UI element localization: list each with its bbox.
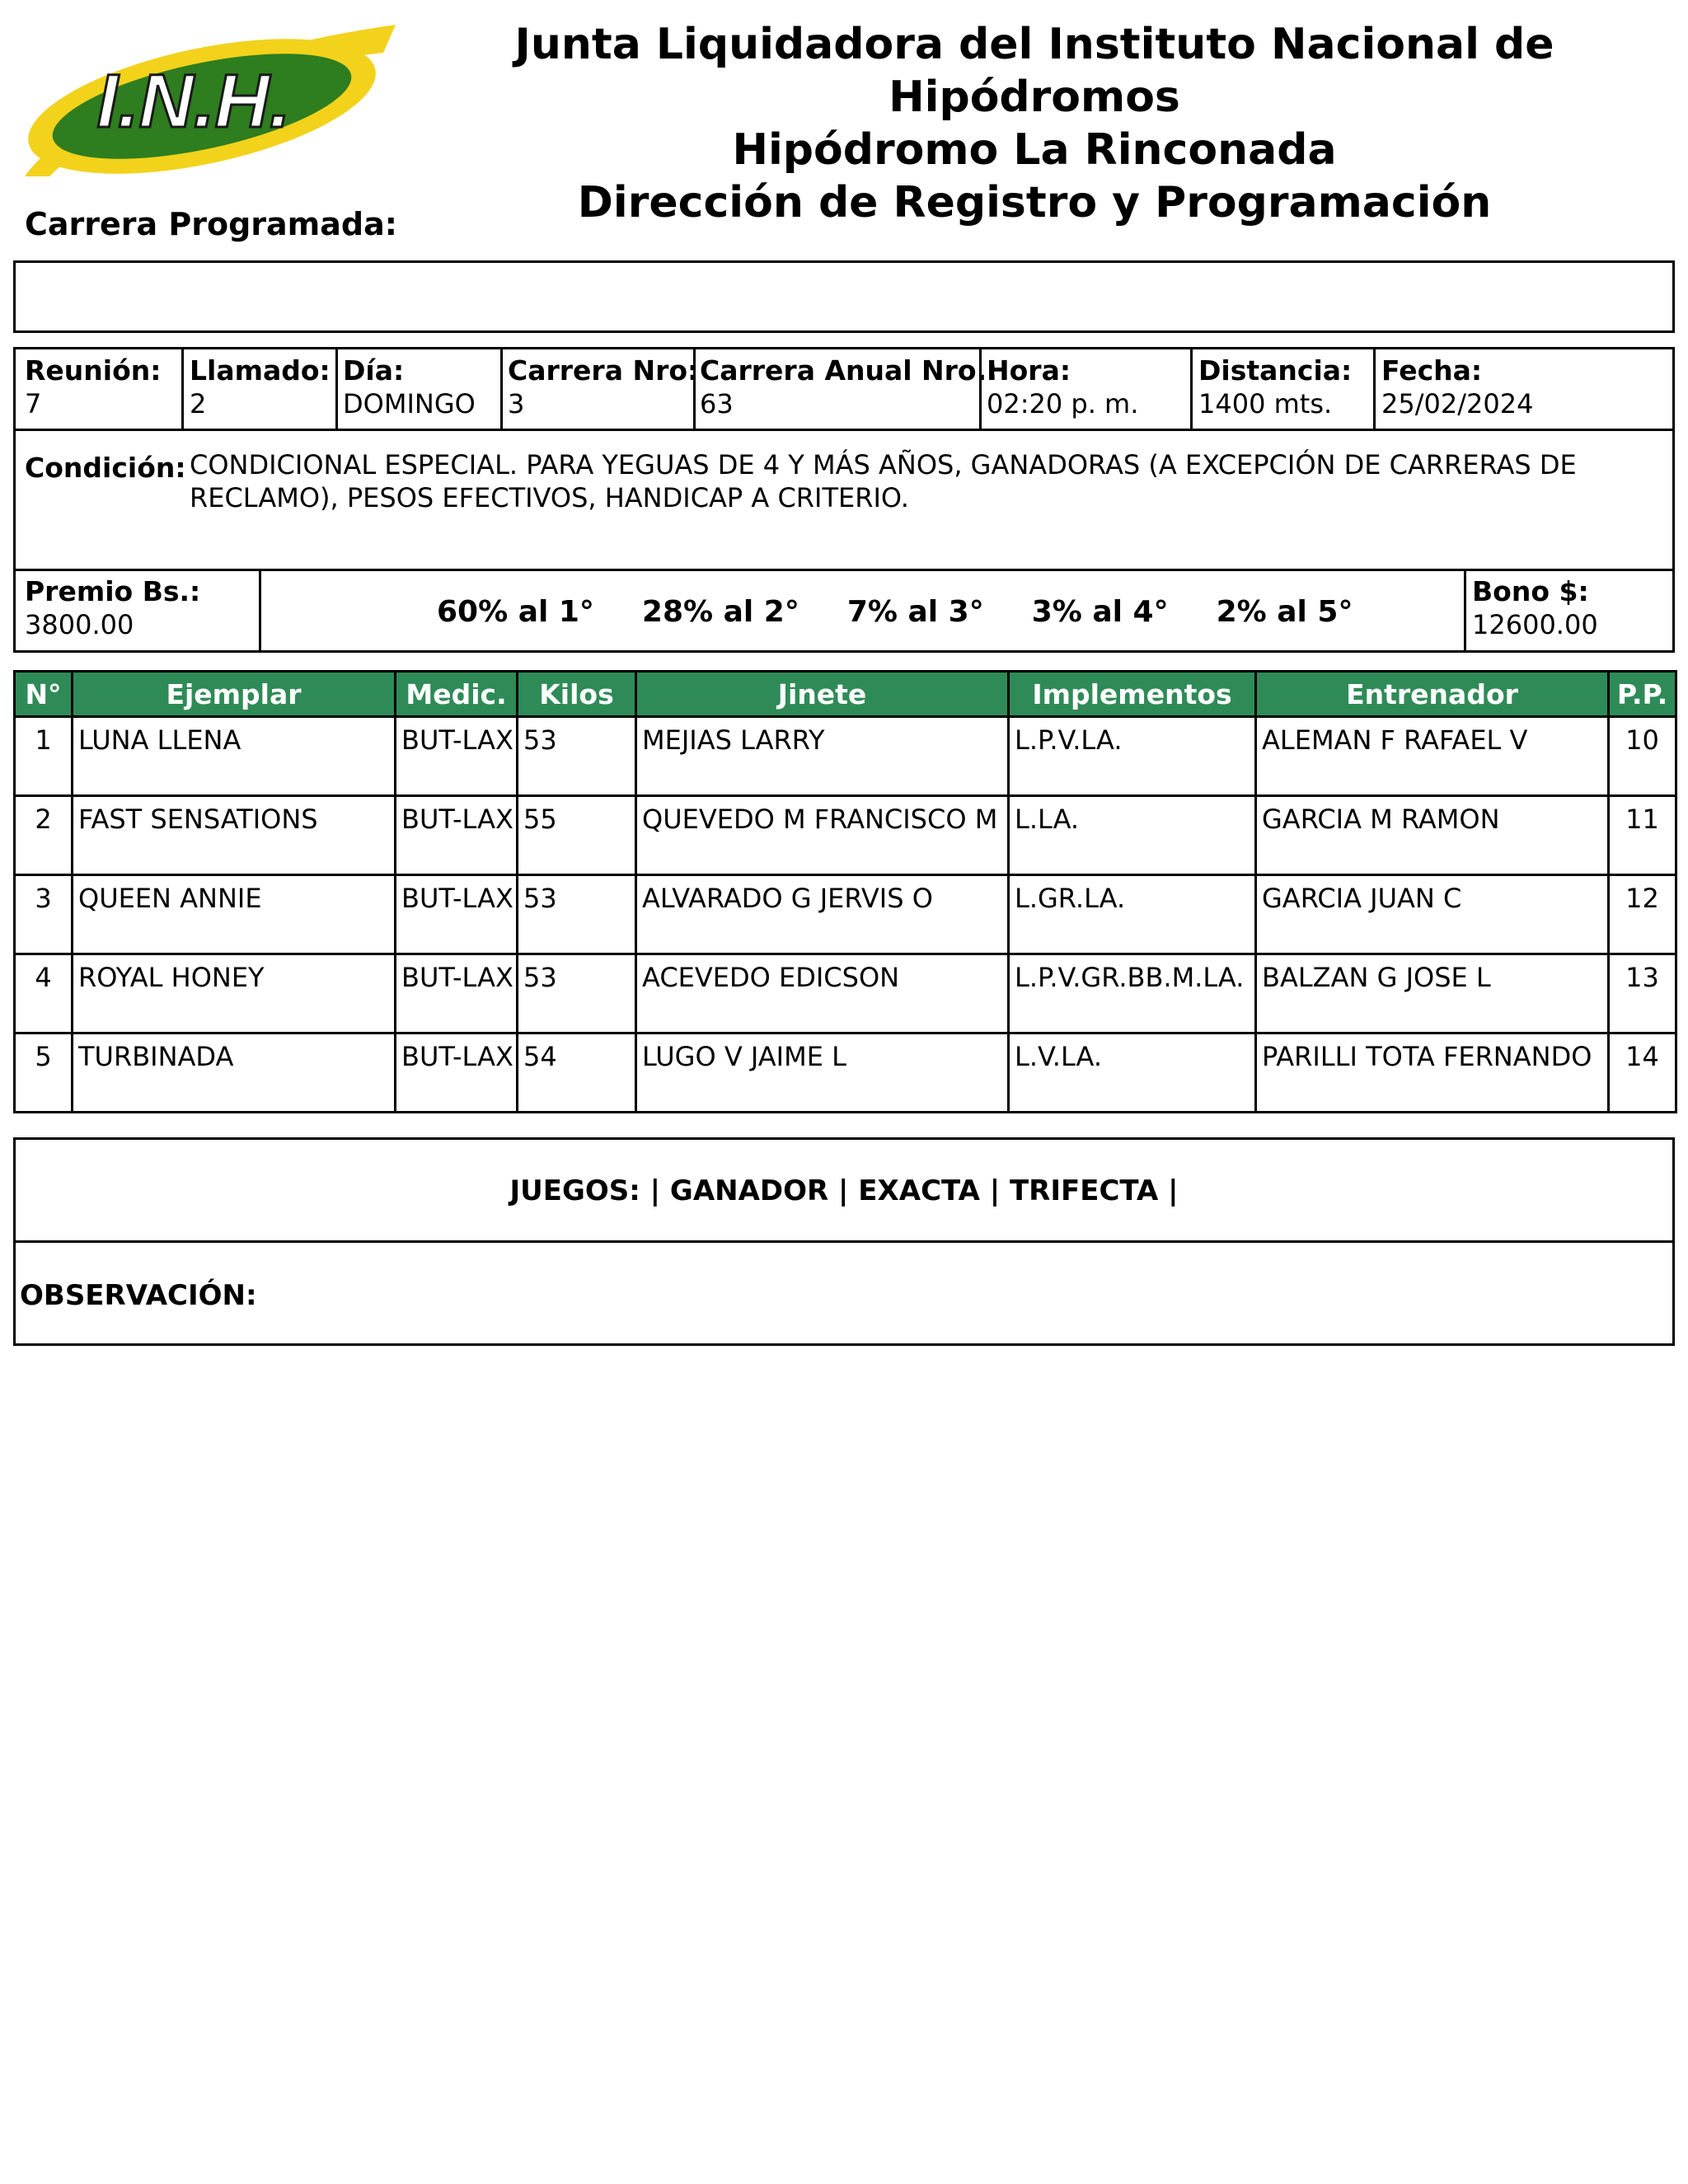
carrera-programada-label: Carrera Programada:	[25, 206, 397, 242]
dia-label: Día:	[343, 354, 405, 387]
fecha-cell	[1381, 354, 1533, 420]
llamado-label: Llamado:	[190, 354, 331, 387]
cell-entrenador: ALEMAN F RAFAEL V	[1256, 717, 1609, 796]
col-header-jinete: Jinete	[636, 672, 1009, 717]
cell-medic: BUT-LAX	[396, 875, 518, 954]
premio-value: 3800.00	[25, 609, 134, 640]
cell-kilos: 53	[518, 875, 636, 954]
table-header-row	[15, 672, 1676, 717]
condicion-line1: CONDICIONAL ESPECIAL. PARA YEGUAS DE 4 Y MÁS AÑOS, GANADORAS (A EXCEPCIÓN DE CARRERAS DE	[190, 449, 1577, 480]
premio-cell	[25, 575, 200, 641]
cell-implementos: L.P.V.GR.BB.M.LA.	[1009, 954, 1256, 1033]
condicion-label: Condición:	[25, 452, 186, 484]
fecha-label: Fecha:	[1381, 354, 1483, 387]
cell-pp: 11	[1609, 796, 1676, 875]
carrera-anual-value: 63	[700, 388, 734, 419]
cell-kilos: 55	[518, 796, 636, 875]
divider	[13, 429, 1675, 431]
divider	[1464, 569, 1466, 653]
cell-kilos: 53	[518, 954, 636, 1033]
logo-text: I.N.H.	[96, 59, 291, 143]
cell-jinete: QUEVEDO M FRANCISCO M	[636, 796, 1009, 875]
cell-medic: BUT-LAX	[396, 954, 518, 1033]
col-header-kilos: Kilos	[518, 672, 636, 717]
divider	[335, 347, 338, 431]
dia-cell	[343, 354, 476, 420]
cell-entrenador: BALZAN G JOSE L	[1256, 954, 1609, 1033]
cell-jinete: MEJIAS LARRY	[636, 717, 1009, 796]
carrera-nro-label: Carrera Nro:	[508, 354, 699, 387]
cell-entrenador: GARCIA M RAMON	[1256, 796, 1609, 875]
carrera-nro-cell	[508, 354, 698, 420]
cell-numero: 1	[15, 717, 73, 796]
cell-implementos: L.V.LA.	[1009, 1033, 1256, 1113]
hora-value: 02:20 p. m.	[987, 388, 1139, 419]
condicion-line2: RECLAMO), PESOS EFECTIVOS, HANDICAP A CRITERIO.	[190, 482, 909, 513]
prize-splits	[437, 595, 1400, 629]
bono-value: 12600.00	[1472, 609, 1598, 640]
bono-cell	[1472, 575, 1598, 641]
hora-label: Hora:	[987, 354, 1071, 387]
col-header-pp: P.P.	[1609, 672, 1676, 717]
distancia-label: Distancia:	[1198, 354, 1353, 387]
cell-medic: BUT-LAX	[396, 796, 518, 875]
cell-medic: BUT-LAX	[396, 717, 518, 796]
inh-logo	[16, 20, 400, 181]
cell-implementos: L.P.V.LA.	[1009, 717, 1256, 796]
col-header-numero: N°	[15, 672, 73, 717]
title-line1: Junta Liquidadora del Instituto Nacional de Hipódromos	[514, 20, 1554, 122]
condicion-text	[190, 448, 1657, 514]
cell-numero: 4	[15, 954, 73, 1033]
cell-pp: 13	[1609, 954, 1676, 1033]
cell-numero: 2	[15, 796, 73, 875]
bono-label: Bono $:	[1472, 575, 1589, 607]
cell-implementos: L.LA.	[1009, 796, 1256, 875]
cell-ejemplar: QUEEN ANNIE	[73, 875, 396, 954]
table-row	[15, 717, 1676, 796]
observacion-label: OBSERVACIÓN:	[20, 1279, 257, 1312]
cell-ejemplar: ROYAL HONEY	[73, 954, 396, 1033]
divider	[1190, 347, 1193, 431]
table-row	[15, 796, 1676, 875]
col-header-implementos: Implementos	[1009, 672, 1256, 717]
carrera-anual-cell	[700, 354, 997, 420]
hora-cell	[987, 354, 1138, 420]
cell-pp: 12	[1609, 875, 1676, 954]
cell-entrenador: GARCIA JUAN C	[1256, 875, 1609, 954]
dia-value: DOMINGO	[343, 388, 476, 419]
table-row	[15, 954, 1676, 1033]
title-line2: Hipódromo La Rinconada	[732, 125, 1337, 175]
premio-label: Premio Bs.:	[25, 575, 201, 607]
split-4th: 3% al 4°	[1031, 595, 1169, 629]
divider	[1373, 347, 1376, 431]
split-2nd: 28% al 2°	[641, 595, 799, 629]
entries-table	[13, 670, 1677, 1113]
cell-ejemplar: TURBINADA	[73, 1033, 396, 1113]
cell-jinete: LUGO V JAIME L	[636, 1033, 1009, 1113]
title-line3: Dirección de Registro y Programación	[577, 178, 1492, 227]
reunion-label: Reunión:	[25, 354, 162, 387]
cell-jinete: ACEVEDO EDICSON	[636, 954, 1009, 1033]
cell-ejemplar: FAST SENSATIONS	[73, 796, 396, 875]
col-header-ejemplar: Ejemplar	[73, 672, 396, 717]
distancia-value: 1400 mts.	[1198, 388, 1333, 419]
cell-jinete: ALVARADO G JERVIS O	[636, 875, 1009, 954]
table-row	[15, 875, 1676, 954]
split-5th: 2% al 5°	[1216, 595, 1353, 629]
cell-kilos: 53	[518, 717, 636, 796]
carrera-nro-value: 3	[508, 388, 525, 419]
distancia-cell	[1198, 354, 1352, 420]
cell-numero: 5	[15, 1033, 73, 1113]
llamado-cell	[190, 354, 331, 420]
cell-medic: BUT-LAX	[396, 1033, 518, 1113]
carrera-programada-box	[13, 260, 1675, 333]
llamado-value: 2	[190, 388, 207, 419]
divider	[13, 569, 1675, 571]
cell-pp: 10	[1609, 717, 1676, 796]
table-row	[15, 1033, 1676, 1113]
reunion-cell	[25, 354, 161, 420]
observacion-box	[13, 1240, 1675, 1346]
reunion-value: 7	[25, 388, 42, 419]
juegos-text: JUEGOS: | GANADOR | EXACTA | TRIFECTA |	[509, 1174, 1179, 1207]
cell-implementos: L.GR.LA.	[1009, 875, 1256, 954]
split-3rd: 7% al 3°	[846, 595, 984, 629]
fecha-value: 25/02/2024	[1381, 388, 1534, 419]
cell-kilos: 54	[518, 1033, 636, 1113]
cell-ejemplar: LUNA LLENA	[73, 717, 396, 796]
col-header-medic: Medic.	[396, 672, 518, 717]
cell-pp: 14	[1609, 1033, 1676, 1113]
divider	[500, 347, 503, 431]
cell-numero: 3	[15, 875, 73, 954]
split-1st: 60% al 1°	[437, 595, 594, 629]
cell-entrenador: PARILLI TOTA FERNANDO	[1256, 1033, 1609, 1113]
divider	[181, 347, 184, 431]
carrera-anual-label: Carrera Anual Nro.:	[700, 354, 998, 387]
divider	[259, 569, 261, 653]
col-header-entrenador: Entrenador	[1256, 672, 1609, 717]
header-titles	[387, 18, 1681, 229]
